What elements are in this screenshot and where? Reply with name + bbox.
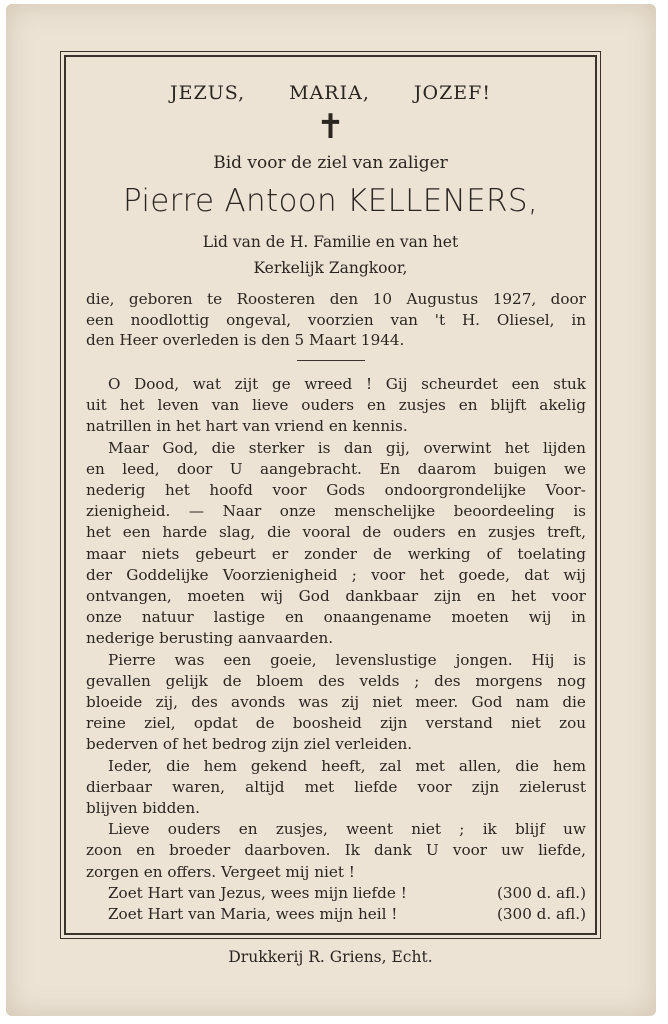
prayer-request: Bid voor de ziel van zaliger [213, 153, 448, 173]
body-line: gevallen gelijk de bloem des velds ; des morgens nog [86, 671, 586, 690]
body-line: maar niets gebeurt er zonder de werking of toelating [86, 544, 586, 563]
ejaculation-prayer [86, 904, 586, 925]
membership-line: Lid van de H. Familie en van het [202, 233, 459, 251]
intro-line: een noodlottig ongeval, voorzien van 't H. Oliesel, in [86, 310, 586, 329]
indulgence-note: (300 d. afl.) [496, 905, 586, 924]
body-line: nederig het hoofd voor Gods ondoorgrondelijke Voor- [86, 481, 586, 500]
body-line: bederven of het bedrog zijn ziel verleiden. [86, 735, 413, 754]
body-line: ontvangen, moeten wij God dankbaar zijn en het voor [86, 587, 586, 606]
divider [297, 360, 365, 361]
body-line: het een harde slag, die vooral de ouders en zusjes treft, [86, 523, 586, 542]
printer-credit: Drukkerij R. Griens, Echt. [228, 948, 433, 966]
body-line: O Dood, wat zijt ge wreed ! Gij scheurdet een stuk [108, 375, 586, 393]
body-line: Ieder, die hem gekend heeft, zal met allen, die hem [108, 756, 586, 775]
body-line: natrillen in het hart van vriend en kennis. [86, 417, 408, 436]
memorial-text [86, 374, 586, 925]
body-line: nederige berusting aanvaarden. [86, 629, 334, 648]
ejaculation-prayer [86, 883, 586, 904]
body-line: reine ziel, opdat de boosheid zijn verstand niet zou [86, 714, 586, 733]
body-line: onze natuur lastige en onaangename moeten wij in [86, 608, 586, 627]
header-word: JOZEF! [413, 82, 491, 104]
prayer-text: Zoet Hart van Jezus, wees mijn liefde ! [108, 883, 407, 902]
deceased-name: Pierre Antoon KELLENERS, [123, 183, 538, 219]
body-line: uit het leven van lieve ouders en zusjes en blijft akelig [86, 396, 586, 415]
cross-icon: ✝ [316, 107, 345, 147]
header-word: MARIA, [289, 82, 370, 104]
body-line: en leed, door U aangebracht. En daarom buigen we [86, 459, 586, 478]
intro-line: den Heer overleden is den 5 Maart 1944. [86, 331, 405, 349]
prayer-text: Zoet Hart van Maria, wees mijn heil ! [108, 905, 398, 924]
body-line: zoon en broeder daarboven. Ik dank U voor uw liefde, [86, 841, 586, 860]
body-line: Pierre was een goeie, levenslustige jongen. Hij is [108, 650, 586, 669]
body-line: der Goddelijke Voorzienigheid ; voor het goede, dat wij [86, 565, 586, 584]
intro-line: die, geboren te Roosteren den 10 Augustus 1927, door [86, 290, 586, 308]
indulgence-note: (300 d. afl.) [496, 883, 586, 902]
choir-line: Kerkelijk Zangkoor, [253, 259, 408, 277]
body-line: zorgen en offers. Vergeet mij niet ! [86, 862, 355, 881]
body-line: Lieve ouders en zusjes, weent niet ; ik blijf uw [108, 820, 586, 839]
body-line: blijven bidden. [86, 799, 200, 818]
birth-death-details [86, 289, 586, 351]
body-line: zienigheid. — Naar onze menschelijke beoordeeling is [86, 502, 586, 521]
header-invocation [70, 82, 591, 104]
body-line: bloeide zij, des avonds was zij niet meer. God nam die [86, 693, 586, 712]
header-word: JEZUS, [170, 82, 246, 104]
body-line: dierbaar waren, altijd met liefde voor zijn zielerust [86, 777, 586, 796]
body-line: Maar God, die sterker is dan gij, overwint het lijden [108, 438, 586, 457]
